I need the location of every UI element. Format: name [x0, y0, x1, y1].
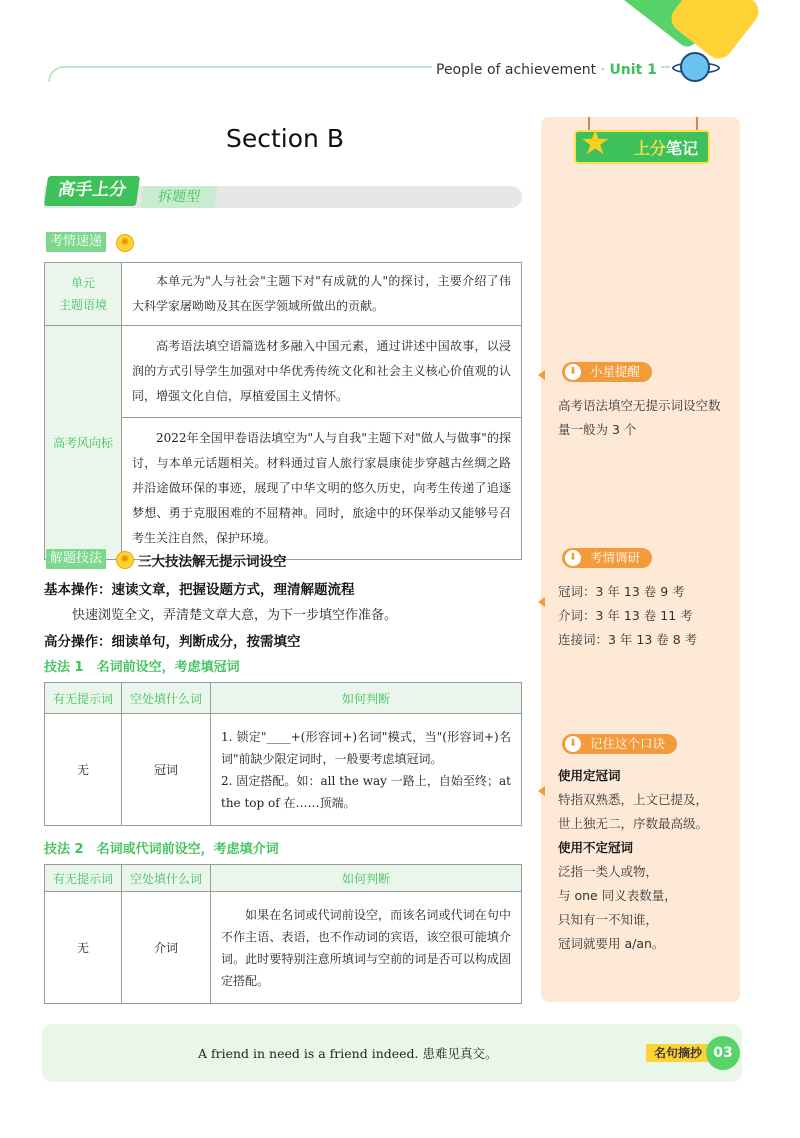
basic-operation: 基本操作：速读文章，把握设题方式，理清解题流程: [44, 582, 355, 598]
tip-tag-label: 小星提醒: [590, 364, 641, 379]
download-icon: ⬇: [565, 736, 581, 752]
row-text: 本单元为"人与社会"主题下对"有成就的人"的探讨，主要介绍了伟大科学家屠呦呦及其在医学领域所做出的贡献。: [122, 263, 522, 326]
page-number: 03: [706, 1036, 740, 1070]
banner-hanger: [696, 117, 698, 131]
planet-icon: [680, 52, 710, 82]
rhyme-title-definite: 使用定冠词: [558, 768, 621, 783]
hint-cell: 无: [45, 892, 122, 1004]
techniques-tag: 解题技法: [46, 549, 106, 569]
row-label-line: 单元: [70, 276, 95, 290]
pointer-arrow-icon: [538, 597, 545, 607]
column-header: 有无提示词: [45, 683, 122, 714]
method-1-table: [44, 682, 522, 826]
column-header: 空处填什么词: [122, 683, 211, 714]
header-unit: Unit 1: [609, 62, 657, 78]
rhyme-line: 世上独无二，序数最高级。: [558, 816, 709, 831]
corner-decoration-yellow: [666, 0, 764, 64]
pointer-arrow-icon: [538, 786, 545, 796]
method-2-title: 技法 2 名词或代词前设空，考虑填介词: [44, 842, 279, 857]
rhyme-title-indefinite: 使用不定冠词: [558, 840, 634, 855]
judge-line-2: 2. 固定搭配。如：all the way 一路上，自始至终；at the top of 在……顶端。: [221, 773, 511, 810]
row-label-line: 主题语境: [58, 298, 107, 312]
tip-tag-reminder: [562, 362, 652, 382]
star-mascot-icon: ★: [580, 123, 611, 163]
word-cell: 介词: [122, 892, 211, 1004]
tip-line: 冠词：3 年 13 卷 9 考: [558, 584, 685, 599]
tip-line: 介词：3 年 13 卷 11 考: [558, 608, 693, 623]
column-header: 如何判断: [211, 683, 522, 714]
pointer-arrow-icon: [538, 370, 545, 380]
hint-cell: 无: [45, 714, 122, 826]
judge-line-1: 1. 锁定"____+(形容词+)名词"模式，当"(形容词+)名词"前缺少限定词时，一般要考虑填冠词。: [221, 729, 511, 766]
row-label: [45, 263, 122, 326]
tip-tag-label: 考情调研: [590, 550, 641, 565]
method-2-table: [44, 864, 522, 1004]
notes-banner-highlight: 上分: [633, 139, 666, 158]
download-icon: ⬇: [565, 550, 581, 566]
table-row: [45, 326, 522, 418]
download-icon: ⬇: [565, 364, 581, 380]
exam-brief-tag: 考情速递: [46, 232, 106, 252]
footer-quote: A friend in need is a friend indeed. 患难见真交。: [198, 1046, 498, 1061]
judge-cell: 如果在名词或代词前设空，而该名词或代词在句中不作主语、表语，也不作动词的宾语，该空很可能填介词。此时要特别注意所填词与空前的词是否可以构成固定搭配。: [211, 892, 522, 1004]
sun-icon: ✺: [116, 551, 134, 569]
header-topic: People of achievement: [436, 62, 597, 78]
rhyme-line: 与 one 同义表数量，: [558, 888, 677, 903]
tip-tag-label: 记住这个口诀: [590, 736, 666, 751]
running-header: [432, 62, 661, 78]
banner-sub-label: 拆题型: [140, 186, 217, 208]
row-text: 高考语法填空语篇选材多融入中国元素，通过讲述中国故事，以浸润的方式引导学生加强对中华优秀传统文化和社会主义核心价值观的认同，增强文化自信，厚植爱国主义情怀。: [122, 326, 522, 418]
notes-banner-text: 笔记: [665, 139, 698, 158]
table-header-row: [45, 683, 522, 714]
table-row: [45, 892, 522, 1004]
tip-line: 连接词：3 年 13 卷 8 考: [558, 632, 698, 647]
rhyme-line: 只知有一不知谁，: [558, 912, 659, 927]
column-header: 有无提示词: [45, 865, 122, 892]
tip-tag-rhyme: [562, 734, 677, 754]
word-cell: 冠词: [122, 714, 211, 826]
method-1-title: 技法 1 名词前设空，考虑填冠词: [44, 660, 240, 675]
techniques-heading: 三大技法解无提示词设空: [138, 554, 287, 570]
basic-operation-desc: 快速浏览全文，弄清楚文章大意，为下一步填空作准备。: [72, 608, 398, 623]
section-title: Section B: [226, 124, 344, 153]
rhyme-line: 冠词就要用 a/an。: [558, 936, 665, 951]
footer-label: 名句摘抄: [646, 1044, 710, 1062]
table-header-row: [45, 865, 522, 892]
table-row: [45, 263, 522, 326]
tip-tag-research: [562, 548, 652, 568]
row-label: 高考风向标: [45, 326, 122, 560]
exam-brief-table: [44, 262, 522, 560]
judge-cell: [211, 714, 522, 826]
column-header: 空处填什么词: [122, 865, 211, 892]
table-row: [45, 714, 522, 826]
tip-line: 高考语法填空无提示词设空数: [558, 398, 721, 413]
column-header: 如何判断: [211, 865, 522, 892]
sun-icon: ✺: [116, 234, 134, 252]
advanced-operation: 高分操作：细读单句，判断成分，按需填空: [44, 634, 301, 650]
tip-line: 量一般为 3 个: [558, 422, 637, 437]
rhyme-line: 泛指一类人或物，: [558, 864, 659, 879]
rhyme-line: 特指双熟悉，上文已提及，: [558, 792, 709, 807]
header-separator: ·: [600, 62, 605, 78]
row-text: 2022年全国甲卷语法填空为"人与自我"主题下对"做人与做事"的探讨，与本单元话题相关。材料通过盲人旅行家晨康徒步穿越古丝绸之路并沿途做环保的事迹，展现了中华文明的悠久历史，向考生传递了追逐梦想、勇于克服困难的不屈精神。同时，旅途中的环保举动又能够号召考生关注自然，保护环境。: [122, 418, 522, 560]
banner-main-label: 高手上分: [44, 176, 140, 206]
